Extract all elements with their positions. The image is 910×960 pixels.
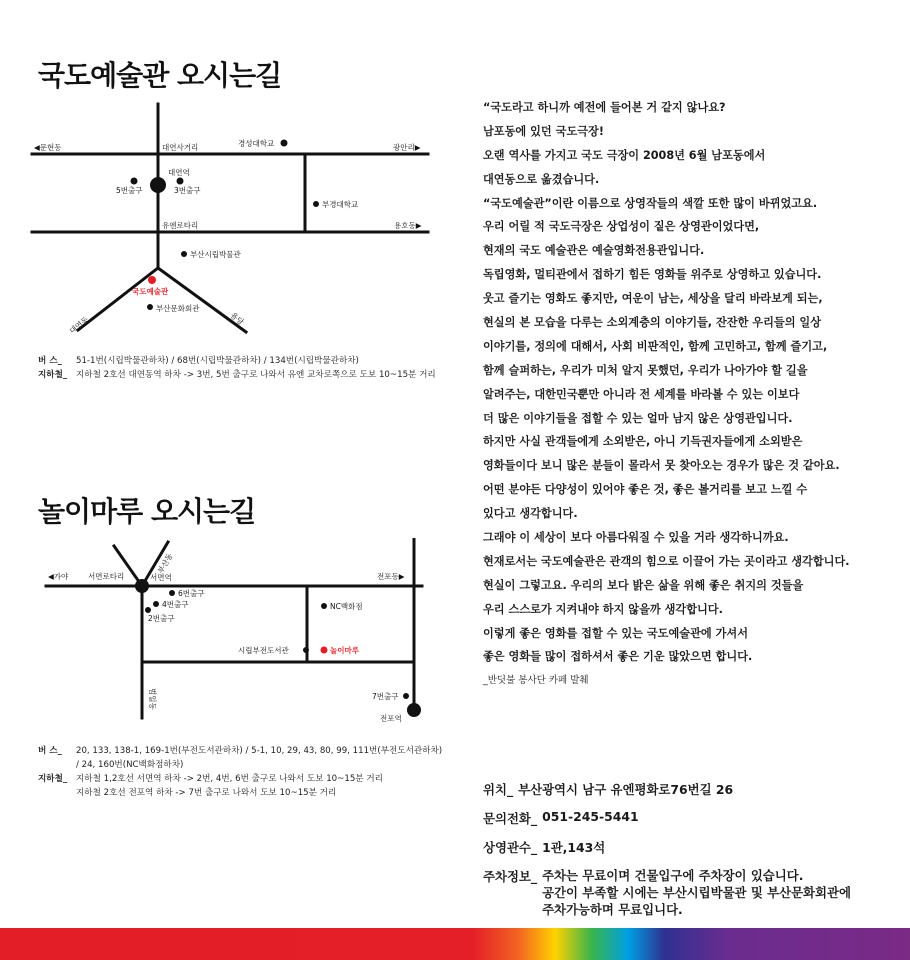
quote-line: 더 많은 이야기들을 접할 수 있는 얼마 남지 않은 상영관입니다. xyxy=(483,411,793,425)
quote-line: 영화들이다 보니 많은 분들이 몰라서 못 찾아오는 경우가 많은 것 같아요. xyxy=(483,459,840,473)
place-seomyeon-station: 서면역 xyxy=(150,573,172,582)
place-nc-department: NC백화점 xyxy=(330,602,363,611)
quote-line: 이렇게 좋은 영화를 접할 수 있는 국도예술관에 가셔서 xyxy=(483,626,749,640)
place-exit5: 5번출구 xyxy=(116,186,143,195)
quote-line: 현실이 그렇고요. 우리의 보다 밝은 삶을 위해 좋은 취지의 것들을 xyxy=(483,578,804,592)
place-exit2: 2번출구 xyxy=(148,614,175,623)
quote-line: 대연동으로 옮겼습니다. xyxy=(483,172,600,186)
subway-info-line1: 지하철 1,2호선 서면역 하차 -> 2번, 4번, 6번 출구로 나와서 도보 10~15분 거리 xyxy=(76,774,383,784)
quote-line: 우리 스스로가 지켜내야 하지 않을까 생각합니다. xyxy=(483,602,723,616)
seomyeon-station-dot xyxy=(135,579,149,593)
road-label-daeyeon-junction: 대연사거리 xyxy=(162,143,199,152)
quote-line: “국도예술관”이란 이름으로 상영작들의 색깔 또한 많이 바뀌었고요. xyxy=(483,196,818,210)
road-label-jeonpo: 전포동▶ xyxy=(377,572,405,581)
cinema-introduction-text xyxy=(483,96,893,693)
quote-line: 이야기를, 정의에 대해서, 사회 비판적인, 함께 고민하고, 함께 즐기고, xyxy=(483,339,828,353)
phone-label: 문의전화_ xyxy=(483,811,538,826)
place-noimaru: 놀이마루 xyxy=(330,646,359,655)
quote-line: 함께 슬퍼하는, 우리가 미처 알지 못했던, 우리가 나아가야 할 길을 xyxy=(483,363,808,377)
phone-row xyxy=(483,809,903,827)
road-label-un-rotary: 유엔로타리 xyxy=(162,221,199,230)
parking-line: 공간이 부족할 시에는 부산시립박물관 및 부산문화회관에 xyxy=(542,885,851,900)
road-label-seomyeon-rotary: 서면로타리 xyxy=(88,572,125,581)
subway-label: 지하철_ xyxy=(38,774,68,784)
screens-label: 상영관수_ xyxy=(483,840,538,855)
parking-row xyxy=(483,867,903,918)
road-label-yongho: 용호동▶ xyxy=(394,221,422,230)
quote-line: 있다고 생각합니다. xyxy=(483,507,578,521)
quote-line: 독립영화, 멀티관에서 접하기 힘든 영화들 위주로 상영하고 있습니다. xyxy=(483,268,822,282)
road-label-gaya: ◀가야 xyxy=(48,572,69,581)
location-label: 위치_ xyxy=(483,782,514,797)
place-exit3: 3번출구 xyxy=(174,186,201,195)
place-exit4: 4번출구 xyxy=(162,600,189,609)
bus-info-line1: 20, 133, 138-1, 169-1번(부전도서관하차) / 5-1, 10, 29, 43, 80, 99, 111번(부전도서관하차) xyxy=(76,746,443,756)
quote-line: 알려주는, 대한민국뿐만 아니라 전 세계를 바라볼 수 있는 이보다 xyxy=(483,387,800,401)
road-label-busandong: 부산동 xyxy=(155,551,175,575)
location-row xyxy=(483,780,903,798)
place-daeyeon-station: 대연역 xyxy=(168,168,190,177)
road-label-yongdang: 용당 xyxy=(228,310,246,327)
quote-line: 하지만 사실 관객들에게 소외받은, 아니 기득권자들에게 소외받은 xyxy=(483,435,803,449)
quote-line: 현실의 본 모습을 다루는 소외계층의 이야기들, 잔잔한 우리들의 일상 xyxy=(483,316,822,330)
parking-label: 주차정보_ xyxy=(483,869,538,884)
parking-line: 주차가능하며 무료입니다. xyxy=(542,902,683,917)
bus-info-line2: / 24, 160번(NC백화점하차) xyxy=(76,760,184,770)
quote-line: “국도라고 하니까 예전에 들어본 거 같지 않나요? xyxy=(483,101,726,114)
screens-row xyxy=(483,838,903,856)
quote-line: 그래야 이 세상이 보다 아름다워질 수 있을 거라 생각하니까요. xyxy=(483,531,789,545)
place-pukyong: 부경대학교 xyxy=(322,200,359,209)
bus-label: 버 스_ xyxy=(38,746,62,756)
road-label-munhyeon: ◀문현동 xyxy=(34,143,62,152)
noimaru-transport-info xyxy=(38,744,442,800)
quote-line: 남포동에 있던 국도극장! xyxy=(483,124,604,138)
gukdo-transport-info xyxy=(38,354,436,382)
place-library: 시립부전도서관 xyxy=(238,646,289,655)
subway-info-line2: 지하철 2호선 전포역 하차 -> 7번 출구로 나와서 도보 10~15분 거리 xyxy=(76,788,337,798)
parking-line: 주차는 무료이며 건물입구에 주차장이 있습니다. xyxy=(542,868,804,883)
phone-value: 051-245-5441 xyxy=(542,809,639,824)
quote-line: 현재의 국도 예술관은 예술영화전용관입니다. xyxy=(483,244,705,258)
place-museum: 부산시립박물관 xyxy=(190,250,241,259)
place-gukdo-cinema: 국도예술관 xyxy=(132,287,169,296)
quote-signature: _반딧불 봉사단 카페 발췌 xyxy=(483,675,589,687)
place-exit7: 7번출구 xyxy=(372,692,399,701)
noimaru-directions-title: 놀이마루 오시는길 xyxy=(38,495,256,528)
quote-line: 현재로서는 국도예술관은 관객의 힘으로 이끌어 가는 곳이라고 생각합니다. xyxy=(483,554,850,568)
jeonpo-station-dot xyxy=(407,703,421,717)
quote-line: 우리 어릴 적 국도극장은 상업성이 짙은 상영관이었다면, xyxy=(483,220,760,234)
bus-info: 51-1번(시립박물관하차) / 68번(시립박물관하차) / 134번(시립박물관하차) xyxy=(76,356,359,366)
quote-line: 어떤 분야든 다양성이 있어야 좋은 것, 좋은 볼거리를 보고 느낄 수 xyxy=(483,483,808,497)
road-label-daeyeondong: 대연동 xyxy=(67,315,91,336)
place-kyungsung: 경성대학교 xyxy=(238,139,275,148)
quote-line: 오랜 역사를 가지고 국도 극장이 2008년 6월 남포동에서 xyxy=(483,148,766,162)
daeyeon-station-dot xyxy=(150,177,166,193)
road-label-beomil: 범일동 xyxy=(148,688,157,710)
subway-label: 지하철_ xyxy=(38,370,68,380)
screens-value: 1관,143석 xyxy=(542,840,606,855)
cinema-details xyxy=(483,780,903,929)
bus-label: 버 스_ xyxy=(38,356,62,366)
place-exit6: 6번출구 xyxy=(178,589,205,598)
place-jeonpo-station: 전포역 xyxy=(380,714,402,723)
gukdo-map xyxy=(28,100,438,350)
quote-line: 웃고 즐기는 영화도 좋지만, 여운이 남는, 세상을 달리 바라보게 되는, xyxy=(483,292,823,306)
gukdo-cinema-dot xyxy=(148,276,156,284)
quote-line: 좋은 영화들 많이 접하셔서 좋은 기운 많았으면 합니다. xyxy=(483,650,753,664)
place-culture-hall: 부산문화회관 xyxy=(156,304,200,313)
road-label-gwangalli: 광안리▶ xyxy=(393,143,421,152)
noimaru-map xyxy=(42,538,432,728)
location-value: 부산광역시 남구 유엔평화로76번길 26 xyxy=(518,782,734,797)
gukdo-directions-title: 국도예술관 오시는길 xyxy=(38,59,282,92)
noimaru-dot xyxy=(321,647,328,654)
rainbow-footer-band xyxy=(0,928,910,960)
subway-info: 지하철 2호선 대연동역 하차 -> 3번, 5번 출구로 나와서 유엔 교차로쪽으로 도보 10~15분 거리 xyxy=(76,370,436,380)
